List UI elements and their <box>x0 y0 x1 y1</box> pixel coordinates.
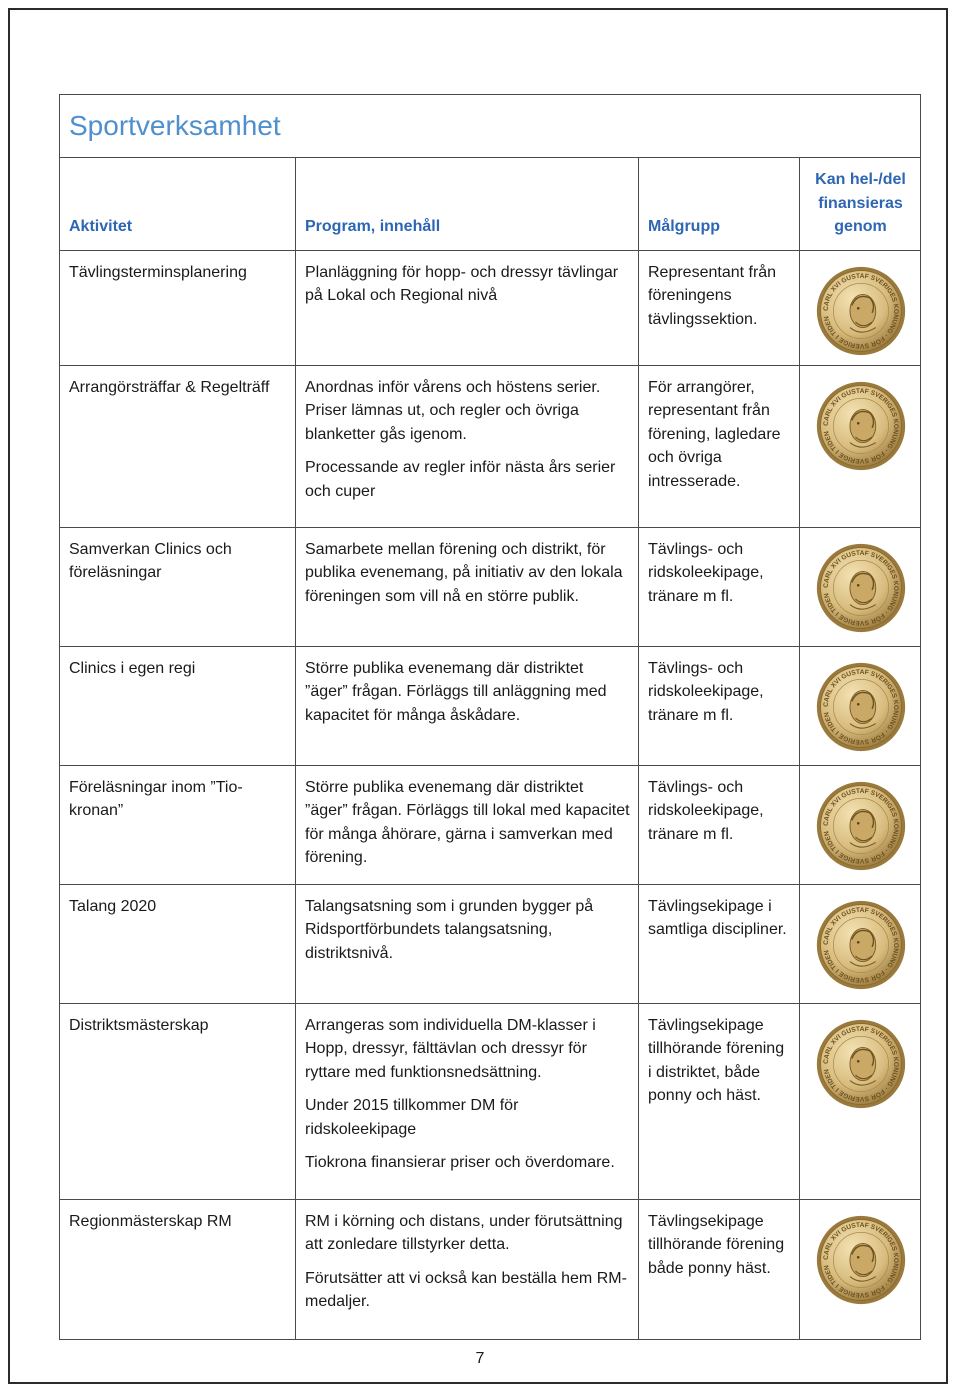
program-cell <box>296 1003 639 1199</box>
activity-cell: Regionmästerskap RM <box>60 1199 296 1339</box>
tiokrona-coin-icon <box>815 899 907 991</box>
target-cell: Tävlings- och ridskoleekipage, tränare m fl. <box>639 765 800 884</box>
svg-text:CARL XVI GUSTAF SVERIGES KONUN: CARL XVI GUSTAF SVERIGES KONUNG · FÖR SVERIGE I TIDEN <box>822 1221 899 1298</box>
table-row <box>60 527 921 646</box>
activity-cell: Tävlingsterminsplanering <box>60 250 296 365</box>
header-financing: Kan hel-/del finansieras genom <box>800 158 921 251</box>
financing-cell <box>800 646 921 765</box>
activities-table <box>59 94 921 1340</box>
program-paragraph: Processande av regler inför nästa års serier och cuper <box>305 459 616 500</box>
program-paragraph: RM i körning och distans, under förutsättning att zonledare tillstyrker detta. <box>305 1212 623 1253</box>
program-paragraph: Samarbete mellan förening och distrikt, för publika evenemang, på initiativ av den lokala föreningen som vill nå en större publik. <box>305 540 623 605</box>
activity-cell: Föreläsningar inom ”Tio-kronan” <box>60 765 296 884</box>
program-paragraph: Arrangeras som individuella DM-klasser i Hopp, dressyr, fälttävlan och dressyr för ryttare med funktionsnedsättning. <box>305 1016 596 1081</box>
target-cell: Tävlingsekipage tillhörande förening i distriktet, både ponny och häst. <box>639 1003 800 1199</box>
program-cell <box>296 646 639 765</box>
svg-text:CARL XVI GUSTAF SVERIGES KONUN: CARL XVI GUSTAF SVERIGES KONUNG · FÖR SVERIGE I TIDEN <box>822 272 899 349</box>
financing-cell <box>800 765 921 884</box>
program-paragraph: Förutsätter att vi också kan beställa hem RM-medaljer. <box>305 1269 627 1310</box>
table-row <box>60 1003 921 1199</box>
program-paragraph: Under 2015 tillkommer DM för ridskoleekipage <box>305 1097 519 1138</box>
program-cell <box>296 250 639 365</box>
financing-cell <box>800 527 921 646</box>
target-cell: Tävlings- och ridskoleekipage, tränare m fl. <box>639 527 800 646</box>
table-row <box>60 765 921 884</box>
header-target: Målgrupp <box>648 218 720 235</box>
activity-cell: Clinics i egen regi <box>60 646 296 765</box>
page-title: Sportverksamhet <box>60 95 921 158</box>
program-paragraph: Större publika evenemang där distriktet ”äger” frågan. Förläggs till lokal med kapacitet för många åhörare, gärna i samverkan med förening. <box>305 778 630 866</box>
program-cell <box>296 365 639 527</box>
tiokrona-coin-icon <box>815 780 907 872</box>
target-cell: Tävlingsekipage tillhörande förening både ponny häst. <box>639 1199 800 1339</box>
financing-cell <box>800 365 921 527</box>
activity-cell: Talang 2020 <box>60 884 296 1003</box>
program-cell <box>296 884 639 1003</box>
svg-text:CARL XVI GUSTAF SVERIGES KONUN: CARL XVI GUSTAF SVERIGES KONUNG · FÖR SVERIGE I TIDEN <box>822 549 899 626</box>
target-cell: Tävlingsekipage i samtliga discipliner. <box>639 884 800 1003</box>
target-cell: Representant från föreningens tävlingssektion. <box>639 250 800 365</box>
svg-text:CARL XVI GUSTAF SVERIGES KONUN: CARL XVI GUSTAF SVERIGES KONUNG · FÖR SVERIGE I TIDEN <box>822 906 899 983</box>
table-row <box>60 1199 921 1339</box>
table-row <box>60 250 921 365</box>
svg-text:CARL XVI GUSTAF SVERIGES KONUN: CARL XVI GUSTAF SVERIGES KONUNG · FÖR SVERIGE I TIDEN <box>822 1025 899 1102</box>
tiokrona-coin-icon <box>815 265 907 357</box>
program-paragraph: Anordnas inför vårens och höstens serier. Priser lämnas ut, och regler och övriga blanketter gås igenom. <box>305 378 601 443</box>
program-paragraph: Talangsatsning som i grunden bygger på Ridsportförbundets talangsatsning, distriktsnivå. <box>305 897 594 962</box>
tiokrona-coin-icon <box>815 380 907 472</box>
program-paragraph: Tiokrona finansierar priser och överdomare. <box>305 1154 615 1171</box>
activity-cell: Distriktsmästerskap <box>60 1003 296 1199</box>
program-cell <box>296 527 639 646</box>
target-cell: Tävlings- och ridskoleekipage, tränare m fl. <box>639 646 800 765</box>
header-program: Program, innehåll <box>305 218 441 235</box>
activity-cell: Samverkan Clinics och föreläsningar <box>60 527 296 646</box>
financing-cell <box>800 250 921 365</box>
financing-cell <box>800 884 921 1003</box>
program-paragraph: Planläggning för hopp- och dressyr tävlingar på Lokal och Regional nivå <box>305 263 619 304</box>
svg-text:CARL XVI GUSTAF SVERIGES KONUN: CARL XVI GUSTAF SVERIGES KONUNG · FÖR SVERIGE I TIDEN <box>822 387 899 464</box>
svg-text:CARL XVI GUSTAF SVERIGES KONUN: CARL XVI GUSTAF SVERIGES KONUNG · FÖR SVERIGE I TIDEN <box>822 787 899 864</box>
table-row <box>60 646 921 765</box>
program-cell <box>296 1199 639 1339</box>
tiokrona-coin-icon <box>815 1018 907 1110</box>
table-row <box>60 884 921 1003</box>
page-number: 7 <box>475 1350 485 1367</box>
program-cell <box>296 765 639 884</box>
financing-cell <box>800 1003 921 1199</box>
header-row <box>60 158 921 251</box>
table-row <box>60 365 921 527</box>
svg-text:CARL XVI GUSTAF SVERIGES KONUN: CARL XVI GUSTAF SVERIGES KONUNG · FÖR SVERIGE I TIDEN <box>822 668 899 745</box>
header-activity: Aktivitet <box>69 218 133 235</box>
activity-cell: Arrangörsträffar & Regelträff <box>60 365 296 527</box>
program-paragraph: Större publika evenemang där distriktet ”äger” frågan. Förläggs till anläggning med kapacitet för många åskådare. <box>305 659 607 724</box>
tiokrona-coin-icon <box>815 661 907 753</box>
tiokrona-coin-icon <box>815 542 907 634</box>
tiokrona-coin-icon <box>815 1214 907 1306</box>
financing-cell <box>800 1199 921 1339</box>
target-cell: För arrangörer, representant från förening, lagledare och övriga intresserade. <box>639 365 800 527</box>
